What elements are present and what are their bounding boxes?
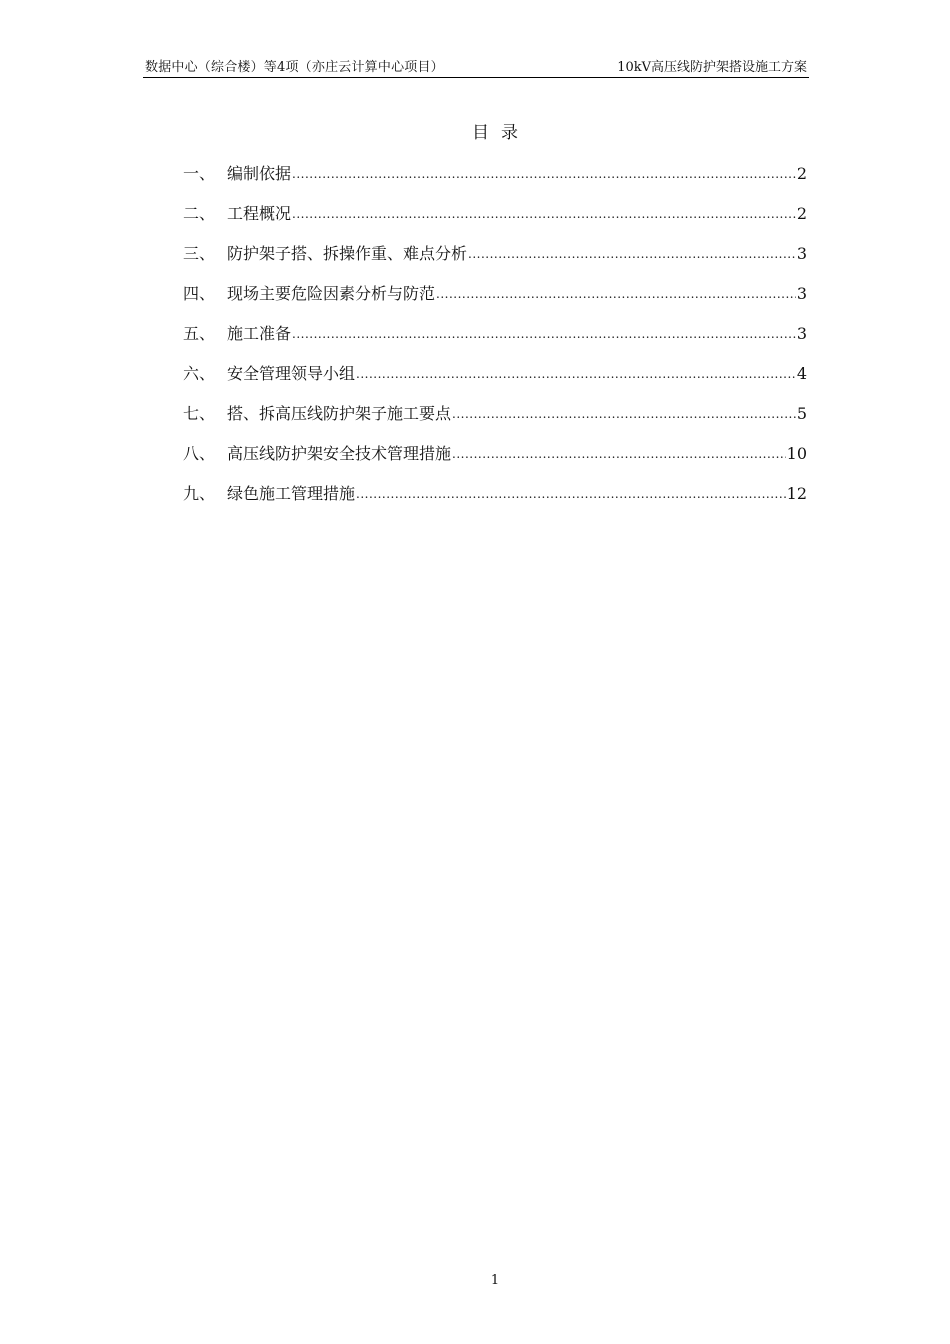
toc-entry-number: 三、 — [183, 244, 216, 263]
toc-entry-page: 3 — [796, 324, 807, 343]
toc-leader-dots — [452, 403, 796, 425]
toc-entry[interactable] — [183, 203, 807, 243]
toc-entry-number: 四、 — [183, 284, 216, 303]
toc-entry-label: 绿色施工管理措施 — [227, 484, 356, 503]
toc-entry-page: 3 — [796, 284, 807, 303]
toc-entry-number: 六、 — [183, 364, 216, 383]
toc-entry-label: 施工准备 — [227, 324, 292, 343]
toc-leader-dots — [292, 203, 796, 225]
toc-entry-number: 九、 — [183, 484, 216, 503]
toc-entry-page: 2 — [796, 204, 807, 223]
toc-entry[interactable] — [183, 403, 807, 443]
toc-entry[interactable] — [183, 243, 807, 283]
toc-title-part1: 目 — [472, 123, 489, 143]
toc-entry-number: 一、 — [183, 164, 216, 183]
toc-entry-page: 5 — [796, 404, 807, 423]
toc-title-part2: 录 — [501, 123, 518, 143]
toc-leader-dots — [292, 323, 796, 345]
toc-entry-label: 高压线防护架安全技术管理措施 — [227, 444, 452, 463]
toc-entry-number: 二、 — [183, 204, 216, 223]
toc-entry-label: 安全管理领导小组 — [227, 364, 356, 383]
toc-entry[interactable] — [183, 323, 807, 363]
toc-entry[interactable] — [183, 443, 807, 483]
toc-leader-dots — [292, 163, 796, 185]
toc-entry-page: 12 — [786, 484, 807, 503]
toc-leader-dots — [356, 483, 786, 505]
page-number: 1 — [490, 1273, 500, 1288]
toc-entry-label: 现场主要危险因素分析与防范 — [227, 284, 436, 303]
toc-leader-dots — [468, 243, 796, 265]
toc-entry-number: 七、 — [183, 404, 216, 423]
toc-leader-dots — [356, 363, 796, 385]
header-project-name: 数据中心（综合楼）等4项（亦庄云计算中心项目） — [145, 60, 444, 75]
running-header — [143, 59, 809, 78]
toc-entry[interactable] — [183, 363, 807, 403]
toc-entry-number: 八、 — [183, 444, 216, 463]
toc-entry[interactable] — [183, 483, 807, 523]
toc-entry-page: 4 — [796, 364, 807, 383]
toc-leader-dots — [436, 283, 796, 305]
header-document-title: 10kV高压线防护架搭设施工方案 — [617, 60, 807, 75]
toc-entry[interactable] — [183, 283, 807, 323]
toc-entry-page: 3 — [796, 244, 807, 263]
toc-leader-dots — [452, 443, 786, 465]
toc-entry[interactable] — [183, 163, 807, 203]
toc-entry-page: 2 — [796, 164, 807, 183]
toc-entry-number: 五、 — [183, 324, 216, 343]
toc-entry-label: 防护架子搭、拆操作重、难点分析 — [227, 244, 468, 263]
toc-entry-label: 编制依据 — [227, 164, 292, 183]
toc-entry-page: 10 — [786, 444, 807, 463]
toc-entry-label: 搭、拆高压线防护架子施工要点 — [227, 404, 452, 423]
toc-title — [0, 122, 950, 144]
table-of-contents — [183, 163, 807, 523]
toc-entry-label: 工程概况 — [227, 204, 292, 223]
